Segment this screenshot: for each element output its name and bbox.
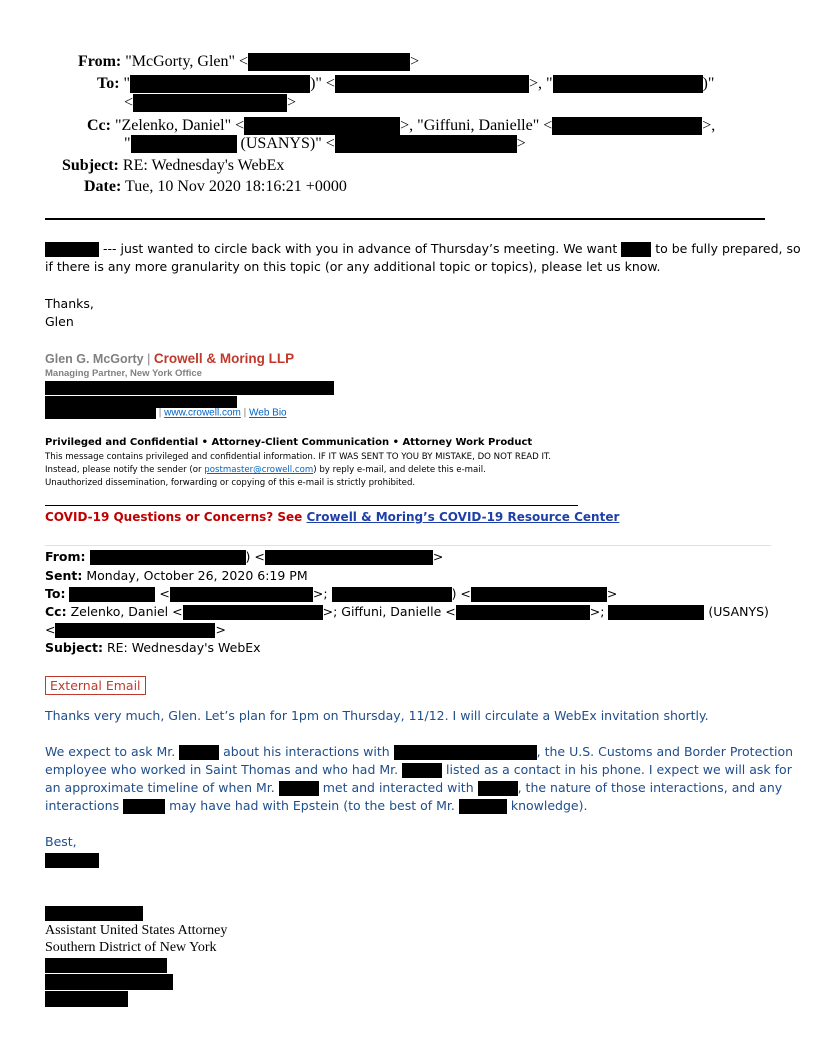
postmaster-email-link[interactable]: postmaster@crowell.com <box>204 465 314 475</box>
quoted-body-p2-line1: We expect to ask Mr. about his interactions with , the U.S. Customs and Border Protection <box>45 744 794 759</box>
subject-value: RE: Wednesday's WebEx <box>122 157 285 174</box>
quoted-from-line: From: ) < > <box>45 549 444 564</box>
website-link[interactable]: www.crowell.com <box>164 407 241 419</box>
redaction <box>552 117 702 135</box>
redaction <box>553 75 703 93</box>
header-cc-line: Cc: "Zelenko, Daniel" < >, "Giffuni, Danielle" < >, <box>87 117 716 134</box>
redaction <box>332 587 452 602</box>
redaction <box>248 53 410 71</box>
from-value: "McGorty, Glen" < <box>125 53 249 70</box>
reply-thanks: Thanks, <box>45 296 94 311</box>
reply-paragraph-line2: if there is any more granularity on this topic (or any additional topic or topics), please let us know. <box>45 259 661 274</box>
redaction <box>45 381 334 395</box>
redaction <box>45 991 128 1007</box>
privileged-heading: Privileged and Confidential • Attorney-Client Communication • Attorney Work Product <box>45 437 533 448</box>
aus-attorney-title: Assistant United States Attorney <box>45 923 228 938</box>
signature-links: | www.crowell.com | Web Bio <box>45 407 287 419</box>
from-label: From: <box>78 53 122 70</box>
redaction <box>130 75 310 93</box>
redaction <box>123 799 165 814</box>
redaction <box>279 781 319 796</box>
redaction <box>69 587 155 602</box>
redaction <box>471 587 607 602</box>
redaction <box>394 745 537 760</box>
covid-line: COVID-19 Questions or Concerns? See Crowell & Moring’s COVID-19 Resource Center <box>45 510 620 524</box>
header-subject-line <box>62 157 284 175</box>
header-date-line <box>84 178 347 196</box>
redaction <box>456 605 590 620</box>
redaction <box>621 242 651 257</box>
header-to-line: To: " )" < >, " )" <box>97 75 715 92</box>
redaction <box>179 745 219 760</box>
sdny-office: Southern District of New York <box>45 940 217 955</box>
redaction <box>90 550 246 565</box>
subject-label: Subject: <box>62 157 119 174</box>
redaction <box>133 94 287 112</box>
quoted-body-p2-line3: an approximate timeline of when Mr. met and interacted with , the nature of those interactions, and any <box>45 780 783 795</box>
firm-name: Crowell & Moring LLP <box>153 351 295 366</box>
signature-name: Glen G. McGorty <box>45 352 144 366</box>
redaction <box>402 763 442 778</box>
quoted-body-p2-line2: employee who worked in Saint Thomas and who had Mr. listed as a contact in his phone. I expect we will ask for <box>45 762 792 777</box>
header-to-line-2: < > <box>124 94 297 111</box>
external-email-badge: External Email <box>45 676 146 695</box>
quoted-subject-line: Subject: RE: Wednesday's WebEx <box>45 640 261 655</box>
cc-label: Cc: <box>87 117 111 134</box>
signature-title: Managing Partner, New York Office <box>45 368 202 379</box>
quoted-cc-line-2: < > <box>45 622 226 637</box>
signature-divider <box>45 505 578 506</box>
to-label: To: <box>97 75 120 92</box>
header-from-line: From: "McGorty, Glen" < > <box>78 53 420 70</box>
notice-line1: This message contains privileged and confidential information. IF IT WAS SENT TO YOU BY MISTAKE, DO NOT READ IT. <box>45 452 551 462</box>
quoted-to-line: To: < >; ) < > <box>45 586 618 601</box>
redaction <box>131 135 237 153</box>
reply-name: Glen <box>45 314 74 329</box>
quoted-sent-line: Sent: Monday, October 26, 2020 6:19 PM <box>45 568 308 583</box>
redaction <box>55 623 215 638</box>
redaction <box>335 75 529 93</box>
reply-paragraph-line1: --- just wanted to circle back with you in advance of Thursday’s meeting. We want to be fully prepared, so <box>45 241 801 257</box>
redaction <box>45 407 156 419</box>
redaction <box>45 853 99 868</box>
covid-resource-link[interactable]: Crowell & Moring’s COVID-19 Resource Center <box>306 510 620 524</box>
redaction <box>183 605 323 620</box>
redaction <box>170 587 313 602</box>
signature-name-line: Glen G. McGorty | Crowell & Moring LLP <box>45 351 295 366</box>
redaction <box>244 117 400 135</box>
redaction <box>45 974 173 990</box>
redaction <box>45 242 99 257</box>
redaction <box>45 958 167 973</box>
quoted-divider <box>45 545 771 546</box>
quoted-best: Best, <box>45 834 77 849</box>
quoted-body-p1: Thanks very much, Glen. Let’s plan for 1pm on Thursday, 11/12. I will circulate a WebEx invitation shortly. <box>45 708 709 723</box>
redaction <box>608 605 704 620</box>
redaction <box>265 550 433 565</box>
header-cc-line-2: " (USANYS)" < > <box>124 135 526 152</box>
date-label: Date: <box>84 178 122 195</box>
redaction <box>459 799 507 814</box>
notice-line3: Unauthorized dissemination, forwarding or copying of this e-mail is strictly prohibited. <box>45 478 416 488</box>
notice-line2: Instead, please notify the sender (or postmaster@crowell.com) by reply e-mail, and delete this e-mail. <box>45 465 486 475</box>
quoted-cc-line: Cc: Zelenko, Daniel < >; Giffuni, Danielle < >; (USANYS) <box>45 604 769 619</box>
redaction <box>478 781 518 796</box>
web-bio-link[interactable]: Web Bio <box>249 407 287 419</box>
date-value: Tue, 10 Nov 2020 18:16:21 +0000 <box>125 178 347 195</box>
redaction <box>335 135 517 153</box>
header-divider <box>45 218 765 220</box>
redaction <box>45 906 143 921</box>
quoted-body-p2-line4: interactions may have had with Epstein (to the best of Mr. knowledge). <box>45 798 588 813</box>
